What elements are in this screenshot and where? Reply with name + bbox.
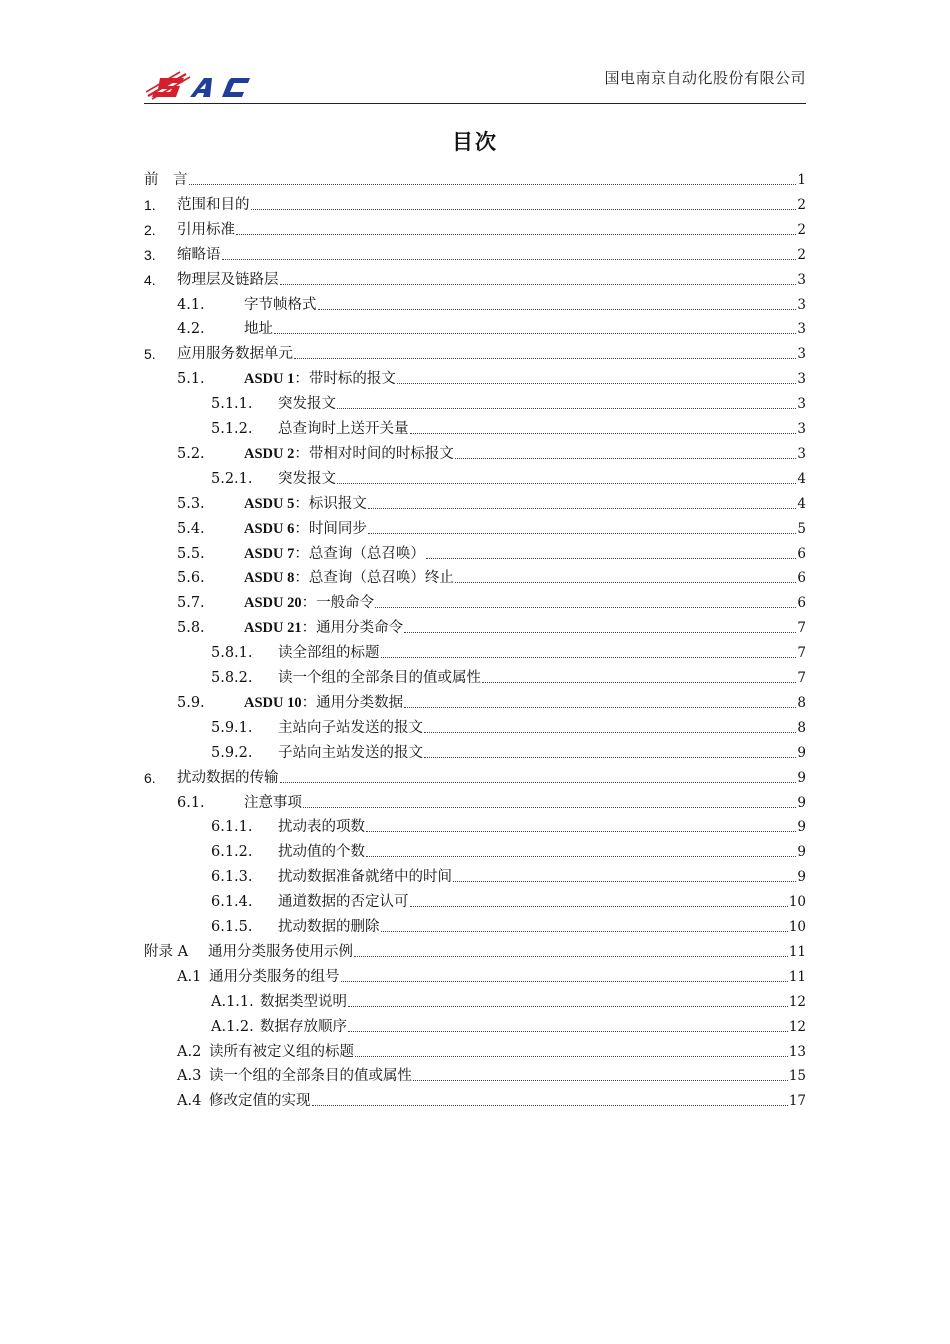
toc-page-number: 2 [797, 221, 806, 238]
toc-entry-number: 5.2. [177, 445, 205, 462]
toc-entry-number: 6. [144, 769, 156, 786]
toc-entry-number: 5.8. [177, 620, 205, 637]
toc-page-number: 8 [797, 694, 806, 711]
toc-entry[interactable] [211, 811, 806, 836]
toc-entry[interactable] [177, 562, 806, 587]
toc-entry-number: 5.9.1. [211, 719, 253, 736]
toc-page-number: 6 [797, 545, 806, 562]
toc-dot-leader [368, 507, 797, 509]
toc-entry[interactable] [144, 762, 806, 787]
toc-entry-number: A.2 [177, 1043, 202, 1060]
toc-entry-title-text: ：总查询（总召唤）终止 [294, 570, 454, 587]
toc-page-number: 9 [797, 819, 806, 836]
toc-entry-title-text: ：通用分类数据 [301, 694, 404, 711]
toc-dot-leader [482, 681, 796, 683]
toc-entry[interactable] [177, 438, 806, 463]
toc-page-number: 3 [797, 396, 806, 413]
toc-entry-title [244, 594, 374, 612]
toc-entry-number: A.1 [177, 968, 202, 985]
toc-dot-leader [294, 357, 796, 359]
toc-entry-number: A.4 [177, 1093, 202, 1110]
toc-entry[interactable] [177, 1085, 806, 1110]
toc-entry-asdu-label: ASDU 6 [244, 520, 295, 537]
toc-entry-asdu-label: ASDU 20 [244, 595, 302, 612]
toc-dot-leader [274, 332, 796, 334]
toc-dot-leader [366, 855, 796, 857]
toc-dot-leader [453, 880, 796, 882]
toc-dot-leader [280, 283, 797, 285]
sac-logo [146, 66, 256, 100]
toc-entry-title: 扰动表的项数 [278, 819, 365, 836]
toc-dot-leader [404, 631, 796, 633]
toc-entry-number: 5.8.2. [211, 670, 253, 686]
toc-dot-leader [355, 1055, 788, 1057]
toc-entry-number: 5.8.1. [211, 645, 253, 662]
toc-dot-leader [455, 457, 797, 459]
toc-entry[interactable] [211, 737, 806, 762]
toc-page-number: 7 [797, 620, 806, 637]
toc-entry[interactable] [211, 986, 806, 1011]
toc-entry-asdu-label: ASDU 8 [244, 570, 295, 587]
toc-entry-title: 应用服务数据单元 [177, 346, 293, 363]
toc-page-number: 9 [797, 794, 806, 811]
toc-dot-leader [303, 806, 796, 808]
toc-dot-leader [222, 258, 797, 260]
toc-entry[interactable] [177, 363, 806, 388]
toc-dot-leader [366, 830, 796, 832]
toc-entry-asdu-label: ASDU 1 [244, 371, 295, 388]
toc-entry[interactable] [177, 289, 806, 314]
toc-entry[interactable] [211, 861, 806, 886]
toc-page-number: 3 [797, 445, 806, 462]
toc-entry-number: 5.1.2. [211, 421, 253, 437]
toc-entry-title: 扰动数据的传输 [177, 769, 279, 786]
toc-page-number: 17 [788, 1093, 806, 1110]
toc-entry[interactable] [177, 687, 806, 712]
toc-entry-title: 修改定值的实现 [209, 1093, 311, 1110]
toc-entry[interactable] [211, 1011, 806, 1036]
toc-entry-title-text: ：总查询（总召唤） [294, 545, 425, 562]
toc-page-number: 13 [788, 1043, 806, 1060]
toc-entry-title: 扰动数据准备就绪中的时间 [278, 869, 452, 886]
toc-page-number: 12 [788, 1018, 806, 1035]
toc-dot-leader [236, 233, 796, 235]
toc-entry-title: 地址 [244, 321, 273, 338]
toc-entry-number: 6.1.2. [211, 844, 253, 861]
toc-entry-asdu-label: ASDU 10 [244, 694, 302, 711]
toc-entry-title: 扰动值的个数 [278, 844, 365, 861]
toc-entry[interactable] [144, 338, 806, 363]
toc-entry-number: 5.4. [177, 520, 205, 537]
toc-entry-title [244, 619, 403, 637]
toc-entry[interactable] [211, 413, 806, 438]
toc-entry-number: 3. [144, 246, 156, 263]
page-title: 目次 [452, 129, 498, 154]
toc-entry-number: 4.2. [177, 321, 205, 338]
toc-entry[interactable] [144, 189, 806, 214]
toc-entry-asdu-label: ASDU 21 [244, 620, 302, 637]
toc-entry-title: 通道数据的否定认可 [278, 894, 409, 911]
toc-entry[interactable] [177, 587, 806, 612]
toc-page-number: 9 [797, 769, 806, 786]
toc-entry-title-text: ：标识报文 [294, 495, 367, 512]
toc-entry[interactable] [211, 712, 806, 737]
toc-entry-title: 扰动数据的删除 [278, 919, 380, 935]
toc-entry-number: 6.1. [177, 794, 205, 811]
toc-entry-title [244, 520, 367, 538]
toc-entry-number: 6.1.3. [211, 869, 253, 886]
toc-entry-title-text: ：带时标的报文 [294, 371, 396, 388]
toc-dot-leader [381, 656, 797, 658]
toc-entry-title [244, 545, 425, 563]
toc-dot-leader [455, 581, 797, 583]
toc-page-number: 10 [788, 894, 806, 911]
toc-dot-leader [410, 905, 788, 907]
toc-entry-number: 5.3. [177, 495, 205, 512]
toc-dot-leader [341, 980, 788, 982]
toc-entry-number: A.1.2. [211, 1018, 254, 1035]
toc-entry-title: 读一个组的全部条目的值或属性 [278, 670, 481, 686]
toc-entry-asdu-label: ASDU 7 [244, 545, 295, 562]
toc-entry-title: 通用分类服务的组号 [209, 968, 340, 985]
toc-entry-title: 读全部组的标题 [278, 645, 380, 662]
toc-entry-number: 5.9. [177, 694, 205, 711]
toc-entry[interactable] [211, 911, 806, 936]
toc-entry[interactable] [177, 313, 806, 338]
toc-entry-number: 5. [144, 346, 156, 363]
toc-entry-title: 读所有被定义组的标题 [209, 1043, 354, 1060]
toc-entry-title: 突发报文 [278, 470, 336, 487]
toc-entry-number: 6.1.1. [211, 819, 253, 836]
toc-dot-leader [368, 532, 797, 534]
toc-entry-number: A.1.1. [211, 993, 254, 1010]
toc-page-number: 7 [797, 670, 806, 686]
toc-page-number: 10 [788, 919, 806, 935]
toc-entry-title-text: ：一般命令 [301, 595, 375, 612]
toc-entry-title: 数据类型说明 [260, 993, 347, 1010]
toc-dot-leader [426, 557, 797, 559]
toc-page-number: 3 [797, 371, 806, 388]
toc-page-number: 7 [797, 645, 806, 662]
toc-entry[interactable] [211, 836, 806, 861]
toc-entry[interactable] [177, 1036, 806, 1061]
toc-page-number: 4 [797, 470, 806, 487]
toc-entry[interactable] [177, 488, 806, 513]
toc-entry[interactable] [144, 936, 806, 961]
toc-entry[interactable] [177, 787, 806, 812]
toc-page-number: 3 [797, 296, 806, 313]
toc-entry-title: 范围和目的 [177, 196, 250, 213]
toc-dot-leader [424, 731, 796, 733]
toc-entry[interactable] [177, 538, 806, 563]
toc-entry-title: 总查询时上送开关量 [278, 421, 409, 437]
toc-page-number: 5 [797, 520, 806, 537]
toc-entry-number: 6.1.4. [211, 894, 253, 911]
toc-dot-leader [189, 183, 797, 185]
toc-page-number: 3 [797, 346, 806, 363]
toc-page-number: 9 [797, 844, 806, 861]
toc-entry-number: 2. [144, 221, 156, 238]
toc-entry[interactable] [144, 214, 806, 239]
toc-entry-number: 5.5. [177, 545, 205, 562]
toc-entry-title [244, 495, 367, 513]
toc-entry-number: 4. [144, 271, 156, 288]
toc-dot-leader [381, 930, 788, 932]
toc-entry-number: 前 言 [144, 172, 188, 188]
toc-entry-title [244, 569, 454, 587]
toc-page-number: 3 [797, 421, 806, 437]
toc-dot-leader [348, 1005, 788, 1007]
toc-page-number: 15 [788, 1068, 806, 1085]
toc-entry-number: 6.1.5. [211, 919, 253, 935]
toc-entry-title: 主站向子站发送的报文 [278, 719, 423, 736]
header-divider [144, 103, 806, 104]
toc-entry[interactable] [211, 886, 806, 911]
toc-entry-asdu-label: ASDU 2 [244, 445, 295, 462]
toc-dot-leader [404, 706, 796, 708]
toc-entry-title: 引用标准 [177, 221, 235, 238]
toc-entry-title [244, 694, 403, 712]
toc-entry-title: 子站向主站发送的报文 [278, 744, 423, 761]
toc-entry[interactable] [144, 164, 806, 189]
toc-entry[interactable] [144, 264, 806, 289]
toc-dot-leader [337, 482, 796, 484]
toc-page-number: 3 [797, 271, 806, 288]
toc-entry-title: 数据存放顺序 [260, 1018, 347, 1035]
toc-entry-title: 读一个组的全部条目的值或属性 [209, 1068, 412, 1085]
toc-entry-number: 1. [144, 196, 156, 213]
toc-page-number: 9 [797, 744, 806, 761]
toc-page-number: 6 [797, 570, 806, 587]
toc-page-number: 1 [797, 172, 806, 188]
toc-entry-title: 缩略语 [177, 246, 221, 263]
toc-dot-leader [375, 606, 796, 608]
toc-page-number: 2 [797, 246, 806, 263]
toc-page-number: 8 [797, 719, 806, 736]
toc-entry[interactable] [177, 513, 806, 538]
toc-entry[interactable] [211, 463, 806, 488]
toc-dot-leader [251, 208, 797, 210]
toc-entry-title: 突发报文 [278, 396, 336, 413]
toc-dot-leader [410, 432, 797, 434]
toc-entry-title: 通用分类服务使用示例 [208, 943, 353, 960]
toc-page-number: 11 [788, 968, 806, 985]
toc-entry[interactable] [144, 239, 806, 264]
company-name: 国电南京自动化股份有限公司 [604, 69, 806, 87]
toc-entry-number: 附录 A [144, 943, 189, 960]
toc-entry-title [244, 370, 396, 388]
toc-entry-number: 5.1.1. [211, 396, 253, 413]
toc-dot-leader [337, 407, 796, 409]
toc-page-number: 3 [797, 321, 806, 338]
toc-entry-number: 5.7. [177, 595, 205, 612]
toc-page-number: 9 [797, 869, 806, 886]
toc-entry-number: 5.2.1. [211, 470, 253, 487]
toc-entry-number: 5.6. [177, 570, 205, 587]
toc-entry-number: 4.1. [177, 296, 205, 313]
toc-entry[interactable] [211, 388, 806, 413]
toc-dot-leader [354, 955, 788, 957]
toc-entry-title-text: ：通用分类命令 [301, 620, 404, 637]
toc-entry-title-text: ：时间同步 [294, 520, 367, 537]
toc-dot-leader [280, 781, 797, 783]
toc-page-number: 11 [788, 943, 806, 960]
toc-dot-leader [348, 1030, 788, 1032]
toc-dot-leader [424, 756, 796, 758]
toc-entry-title [244, 445, 454, 463]
toc-entry-asdu-label: ASDU 5 [244, 495, 295, 512]
toc-dot-leader [312, 1104, 788, 1106]
toc-dot-leader [318, 308, 797, 310]
toc-page-number: 4 [797, 495, 806, 512]
toc-entry-title: 字节帧格式 [244, 296, 317, 313]
toc-entry[interactable] [211, 662, 806, 687]
toc-page-number: 12 [788, 993, 806, 1010]
toc-entry-title: 物理层及链路层 [177, 271, 279, 288]
toc-entry[interactable] [211, 637, 806, 662]
toc-entry-title-text: ：带相对时间的时标报文 [294, 445, 454, 462]
toc-page-number: 2 [797, 196, 806, 213]
toc-page-number: 6 [797, 595, 806, 612]
toc-entry-title: 注意事项 [244, 794, 302, 811]
toc-entry-number: 5.1. [177, 371, 205, 388]
toc-entry-number: A.3 [177, 1068, 202, 1085]
toc-entry[interactable] [177, 612, 806, 637]
toc-entry[interactable] [177, 961, 806, 986]
toc-dot-leader [397, 382, 797, 384]
toc-entry-number: 5.9.2. [211, 744, 253, 761]
toc-entry[interactable] [177, 1060, 806, 1085]
toc-dot-leader [413, 1079, 788, 1081]
